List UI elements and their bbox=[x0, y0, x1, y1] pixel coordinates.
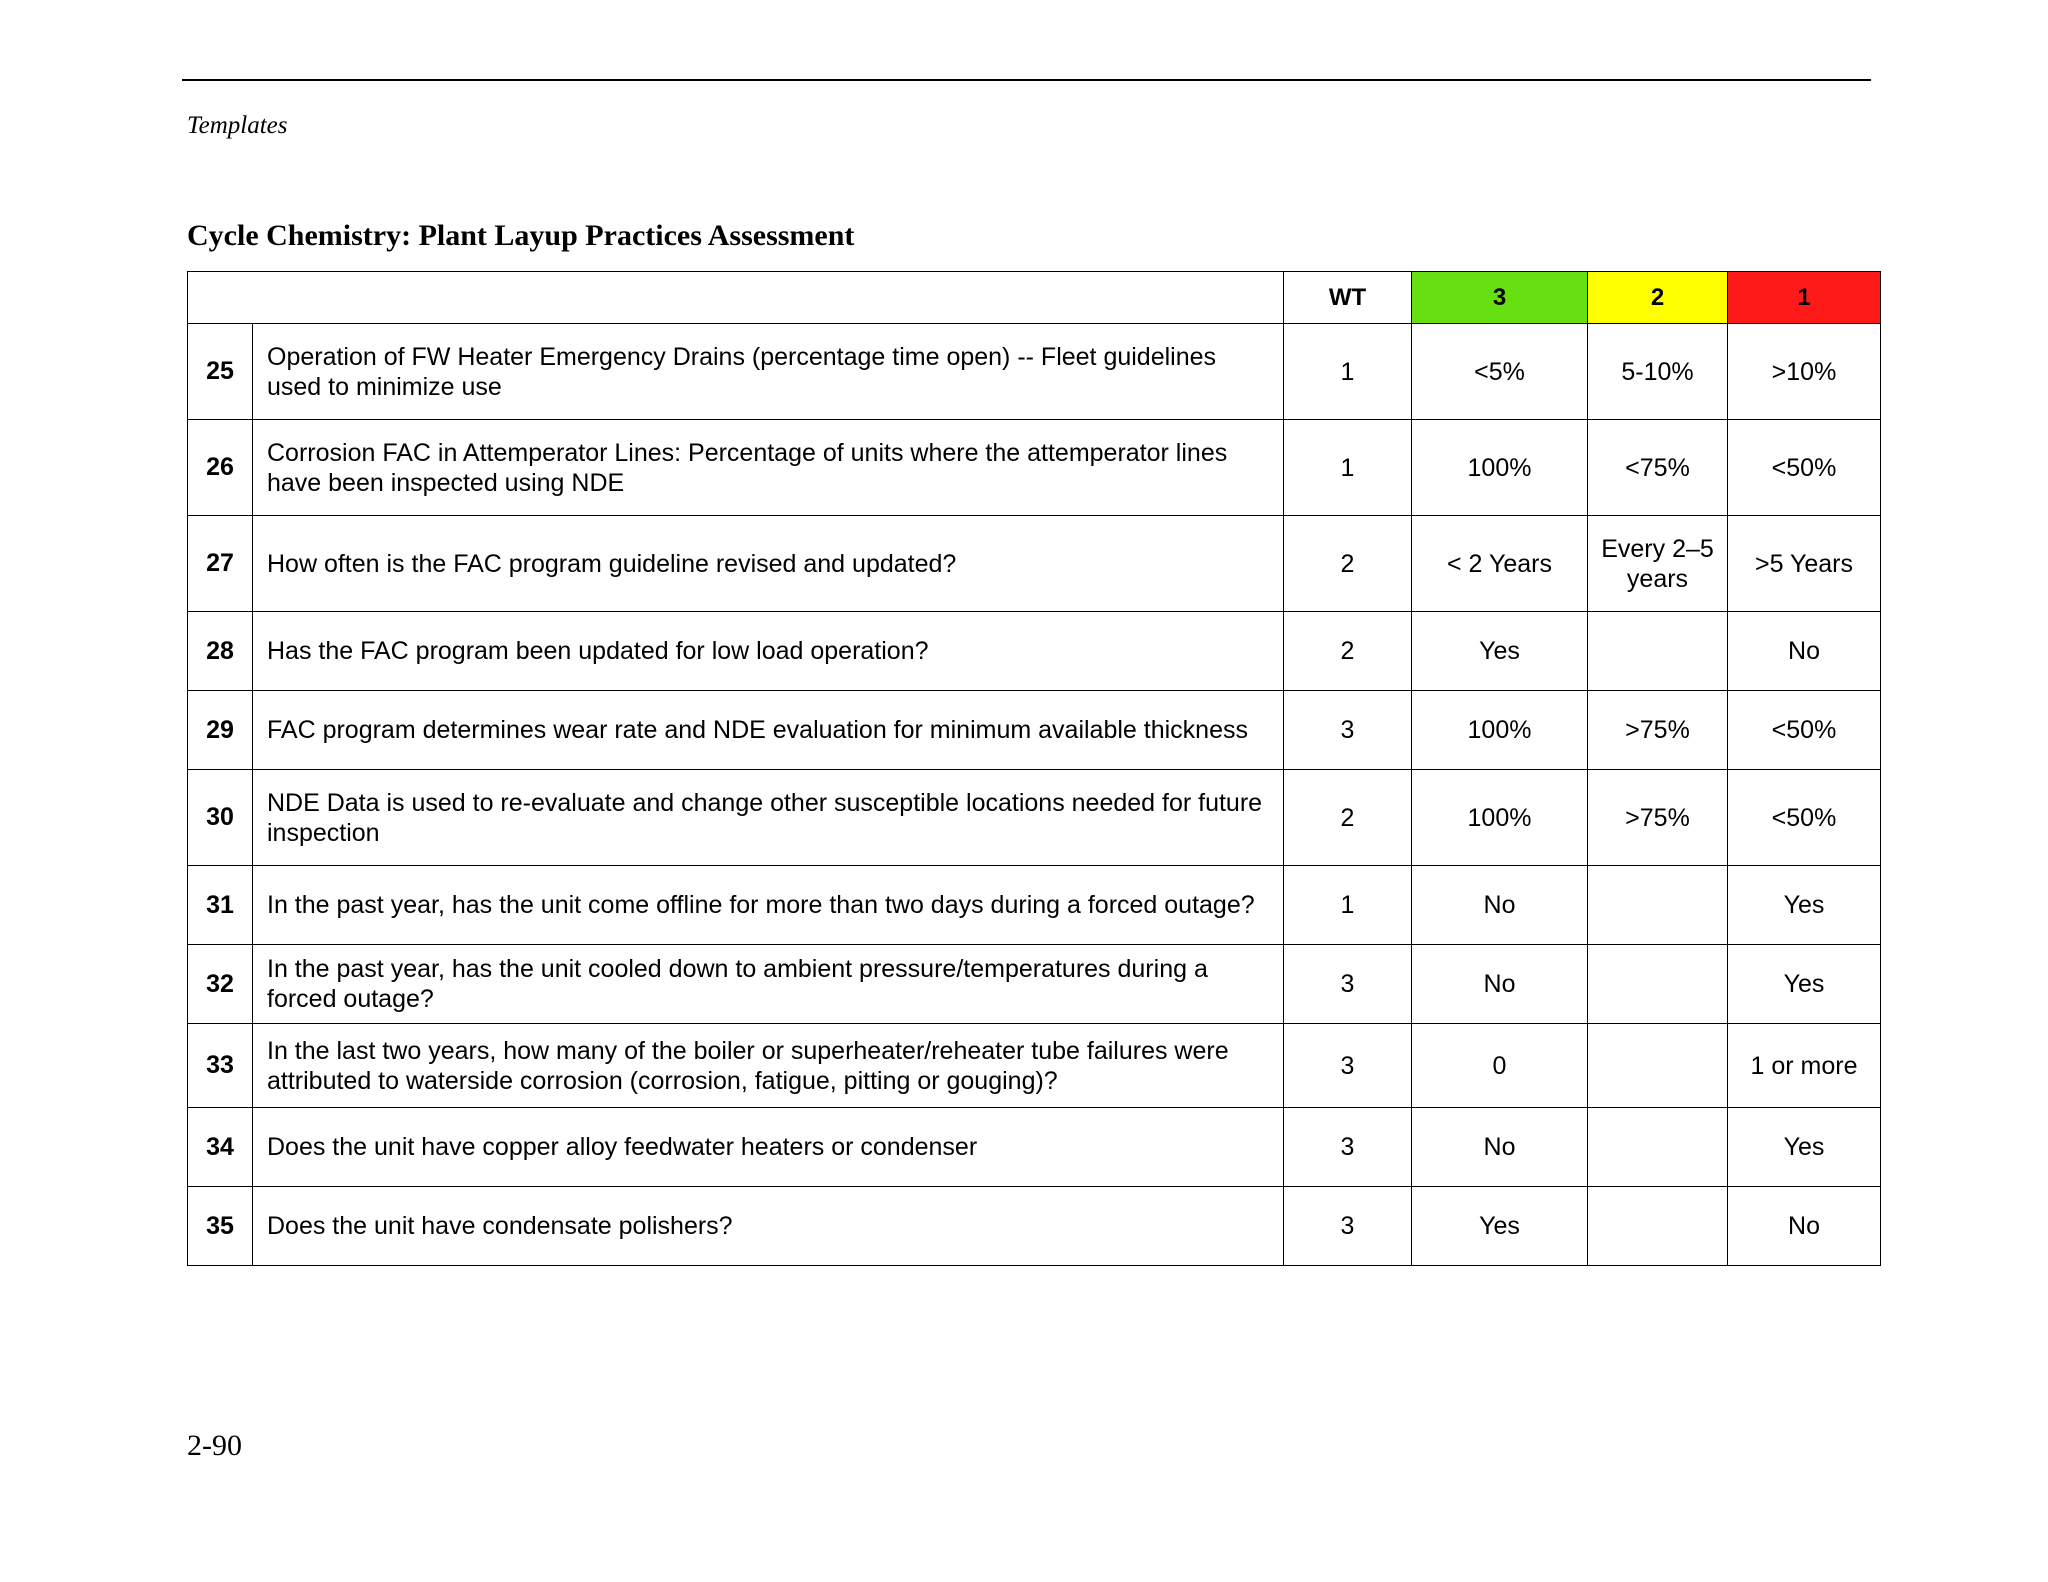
row-score-3: No bbox=[1412, 1108, 1588, 1187]
row-question: Operation of FW Heater Emergency Drains (percentage time open) -- Fleet guidelines used to minimize use bbox=[253, 324, 1284, 420]
table-row bbox=[188, 945, 1881, 1024]
row-weight: 3 bbox=[1284, 1187, 1412, 1266]
table-body bbox=[188, 324, 1881, 1266]
row-question: Corrosion FAC in Attemperator Lines: Percentage of units where the attemperator lines have been inspected using NDE bbox=[253, 420, 1284, 516]
row-score-3: No bbox=[1412, 866, 1588, 945]
row-score-2: >75% bbox=[1588, 770, 1728, 866]
row-number: 25 bbox=[188, 324, 253, 420]
row-score-1: <50% bbox=[1728, 691, 1881, 770]
row-number: 35 bbox=[188, 1187, 253, 1266]
table-row bbox=[188, 866, 1881, 945]
row-number: 29 bbox=[188, 691, 253, 770]
header-score-1: 1 bbox=[1728, 272, 1881, 324]
header-wt: WT bbox=[1284, 272, 1412, 324]
table-row bbox=[188, 770, 1881, 866]
row-score-1: Yes bbox=[1728, 1108, 1881, 1187]
table-row bbox=[188, 516, 1881, 612]
running-head: Templates bbox=[187, 112, 288, 139]
row-score-3: No bbox=[1412, 945, 1588, 1024]
row-score-1: 1 or more bbox=[1728, 1024, 1881, 1108]
row-question: How often is the FAC program guideline revised and updated? bbox=[253, 516, 1284, 612]
row-score-3: 100% bbox=[1412, 770, 1588, 866]
row-number: 28 bbox=[188, 612, 253, 691]
row-question: In the past year, has the unit cooled down to ambient pressure/temperatures during a forced outage? bbox=[253, 945, 1284, 1024]
header-score-3: 3 bbox=[1412, 272, 1588, 324]
assessment-table bbox=[187, 271, 1881, 1266]
row-question: Has the FAC program been updated for low load operation? bbox=[253, 612, 1284, 691]
row-score-3: <5% bbox=[1412, 324, 1588, 420]
row-score-2 bbox=[1588, 1187, 1728, 1266]
table-row bbox=[188, 324, 1881, 420]
row-score-3: < 2 Years bbox=[1412, 516, 1588, 612]
row-score-2 bbox=[1588, 1024, 1728, 1108]
row-weight: 1 bbox=[1284, 324, 1412, 420]
table-row bbox=[188, 1024, 1881, 1108]
row-score-1: <50% bbox=[1728, 420, 1881, 516]
row-score-3: 0 bbox=[1412, 1024, 1588, 1108]
row-number: 33 bbox=[188, 1024, 253, 1108]
row-score-1: >5 Years bbox=[1728, 516, 1881, 612]
row-question: Does the unit have copper alloy feedwater heaters or condenser bbox=[253, 1108, 1284, 1187]
row-question: In the past year, has the unit come offline for more than two days during a forced outage? bbox=[253, 866, 1284, 945]
row-score-1: >10% bbox=[1728, 324, 1881, 420]
row-score-2 bbox=[1588, 945, 1728, 1024]
row-score-2 bbox=[1588, 866, 1728, 945]
row-number: 26 bbox=[188, 420, 253, 516]
row-question: In the last two years, how many of the boiler or superheater/reheater tube failures were attributed to waterside corrosion (corrosion, fatigue, pitting or gouging)? bbox=[253, 1024, 1284, 1108]
row-weight: 1 bbox=[1284, 420, 1412, 516]
row-number: 31 bbox=[188, 866, 253, 945]
row-weight: 2 bbox=[1284, 516, 1412, 612]
row-score-2: Every 2–5 years bbox=[1588, 516, 1728, 612]
row-score-1: No bbox=[1728, 612, 1881, 691]
row-weight: 1 bbox=[1284, 866, 1412, 945]
row-score-3: Yes bbox=[1412, 612, 1588, 691]
row-score-2: 5-10% bbox=[1588, 324, 1728, 420]
row-score-1: <50% bbox=[1728, 770, 1881, 866]
row-score-3: 100% bbox=[1412, 420, 1588, 516]
header-blank-cell bbox=[188, 272, 1284, 324]
row-weight: 2 bbox=[1284, 612, 1412, 691]
page-title: Cycle Chemistry: Plant Layup Practices Assessment bbox=[187, 219, 855, 252]
table-header-row bbox=[188, 272, 1881, 324]
table-row bbox=[188, 1108, 1881, 1187]
row-question: FAC program determines wear rate and NDE evaluation for minimum available thickness bbox=[253, 691, 1284, 770]
row-number: 32 bbox=[188, 945, 253, 1024]
row-score-2: >75% bbox=[1588, 691, 1728, 770]
row-weight: 3 bbox=[1284, 945, 1412, 1024]
row-score-1: Yes bbox=[1728, 945, 1881, 1024]
page-number: 2-90 bbox=[187, 1429, 242, 1462]
table-row bbox=[188, 1187, 1881, 1266]
row-score-1: Yes bbox=[1728, 866, 1881, 945]
table-row bbox=[188, 612, 1881, 691]
header-score-2: 2 bbox=[1588, 272, 1728, 324]
row-question: Does the unit have condensate polishers? bbox=[253, 1187, 1284, 1266]
row-weight: 2 bbox=[1284, 770, 1412, 866]
row-score-2 bbox=[1588, 1108, 1728, 1187]
row-number: 27 bbox=[188, 516, 253, 612]
row-score-3: Yes bbox=[1412, 1187, 1588, 1266]
row-number: 30 bbox=[188, 770, 253, 866]
row-number: 34 bbox=[188, 1108, 253, 1187]
row-question: NDE Data is used to re-evaluate and change other susceptible locations needed for future inspection bbox=[253, 770, 1284, 866]
row-score-3: 100% bbox=[1412, 691, 1588, 770]
row-score-2 bbox=[1588, 612, 1728, 691]
row-weight: 3 bbox=[1284, 1108, 1412, 1187]
row-score-2: <75% bbox=[1588, 420, 1728, 516]
table-row bbox=[188, 691, 1881, 770]
table-row bbox=[188, 420, 1881, 516]
row-score-1: No bbox=[1728, 1187, 1881, 1266]
header-rule bbox=[182, 79, 1871, 81]
row-weight: 3 bbox=[1284, 691, 1412, 770]
row-weight: 3 bbox=[1284, 1024, 1412, 1108]
